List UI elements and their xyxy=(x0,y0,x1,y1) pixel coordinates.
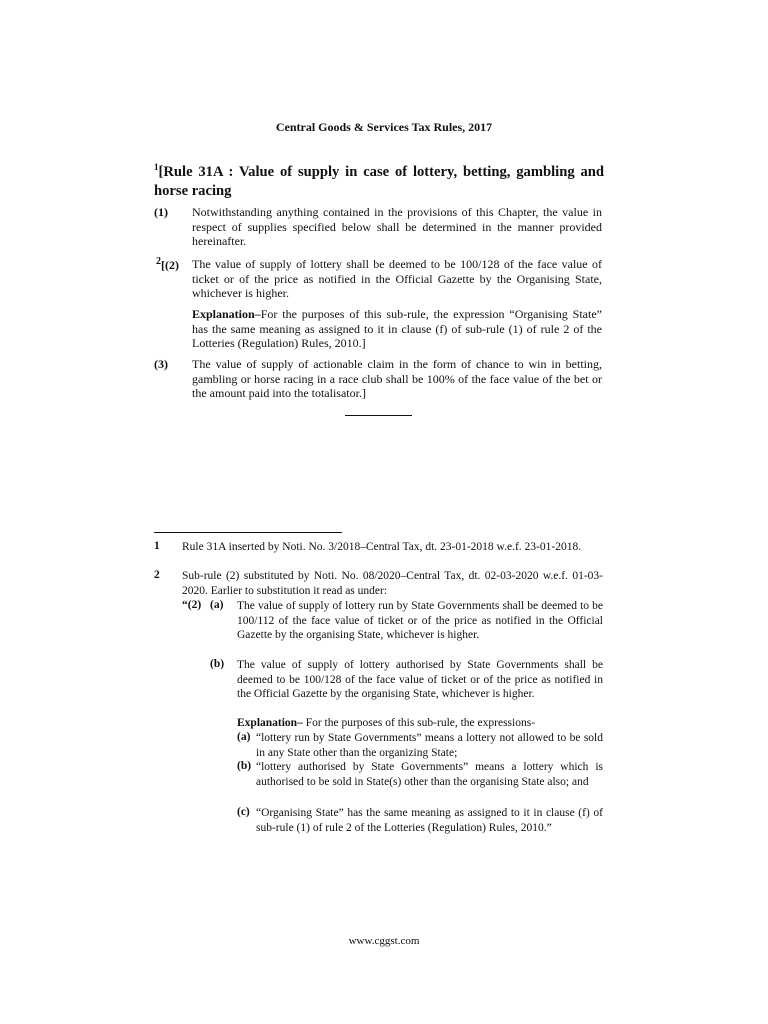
footnote-2-text: Sub-rule (2) substituted by Noti. No. 08/2020–Central Tax, dt. 02-03-2020 w.e.f. 01-03-2020. Earlier to substitution it read as under: xyxy=(182,570,603,597)
footnote-explanation-text: For the purposes of this sub-rule, the expressions- xyxy=(302,717,536,729)
footnote-2-old-a-text: The value of supply of lottery run by State Governments shall be deemed to be 100/112 of the face value of ticket or of the price as notified in the Official Gazette by the organising State, whichever is higher. xyxy=(237,600,603,642)
explanation-item-b-label: (b) xyxy=(237,760,252,772)
clause-2-text: The value of supply of lottery shall be deemed to be 100/128 of the face value of ticket or of the price as notified in the Official Gazette by the Organising State, whichever is higher. xyxy=(192,257,602,300)
clause-3-label: (3) xyxy=(154,357,168,371)
explanation-text: For the purposes of this sub-rule, the expression “Organising State” has the same meaning as assigned to it in clause (f) of sub-rule (1) of rule 2 of the Lotteries (Regulation) Rules, 2010.] xyxy=(192,307,602,350)
explanation-item-b-text: “lottery authorised by State Governments” means a lottery which is authorised to be sold in State(s) other than the organising State also; and xyxy=(256,761,603,788)
explanation-item-a-text: “lottery run by State Governments” means a lottery not allowed to be sold in any State other than the organizing State; xyxy=(256,732,603,759)
footnote-divider xyxy=(154,532,342,533)
clause-2-label: $^2$[(2) xyxy=(156,256,179,272)
rule-heading xyxy=(154,158,604,201)
clause-3-text: The value of supply of actionable claim in the form of chance to win in betting, gambling or horse racing in a race club shall be 100% of the face value of the bet or the amount paid into the totalisator.] xyxy=(192,357,602,400)
footnote-2-old-b-label: (b) xyxy=(210,658,225,670)
footnote-explanation-label: Explanation– xyxy=(237,717,303,729)
footnote-2-old-prefix: “(2) xyxy=(182,599,202,611)
footnote-2-explanation xyxy=(237,716,603,731)
explanation-item-c-text: “Organising State” has the same meaning as assigned to it in clause (f) of sub-rule (1) of rule 2 of the Lotteries (Regulation) Rules, 2010.” xyxy=(256,807,603,834)
explanation-label: Explanation– xyxy=(192,307,261,321)
rule-end-divider xyxy=(345,415,412,416)
explanation-item-c-label: (c) xyxy=(237,806,250,818)
rule-heading-text: [Rule 31A : Value of supply in case of lottery, betting, gambling and horse racing xyxy=(154,163,604,199)
footnote-1-number: 1 xyxy=(154,540,160,552)
clause-1-label: (1) xyxy=(154,205,168,219)
footnote-2-old-a-label: (a) xyxy=(210,599,224,611)
footnote-ref-1[interactable]: 1 xyxy=(154,162,159,172)
explanation-item-a-label: (a) xyxy=(237,731,251,743)
footnote-2-old-b-text: The value of supply of lottery authorised by State Governments shall be deemed to be 100/128 of the face value of ticket or of the price as notified in the Official Gazette by the organising State, whichever is higher. xyxy=(237,659,603,701)
footnote-1-text: Rule 31A inserted by Noti. No. 3/2018–Central Tax, dt. 23-01-2018 w.e.f. 23-01-2018. xyxy=(182,541,582,553)
clause-2-explanation xyxy=(192,307,602,351)
clause-1-text: Notwithstanding anything contained in the provisions of this Chapter, the value in respect of supplies specified below shall be determined in the manner provided hereinafter. xyxy=(192,205,602,248)
footer-website[interactable]: www.cggst.com xyxy=(348,935,420,947)
footnote-2-number: 2 xyxy=(154,569,160,581)
document-header-title: Central Goods & Services Tax Rules, 2017 xyxy=(275,120,493,134)
footnote-ref-2[interactable]: 2 xyxy=(156,256,161,267)
